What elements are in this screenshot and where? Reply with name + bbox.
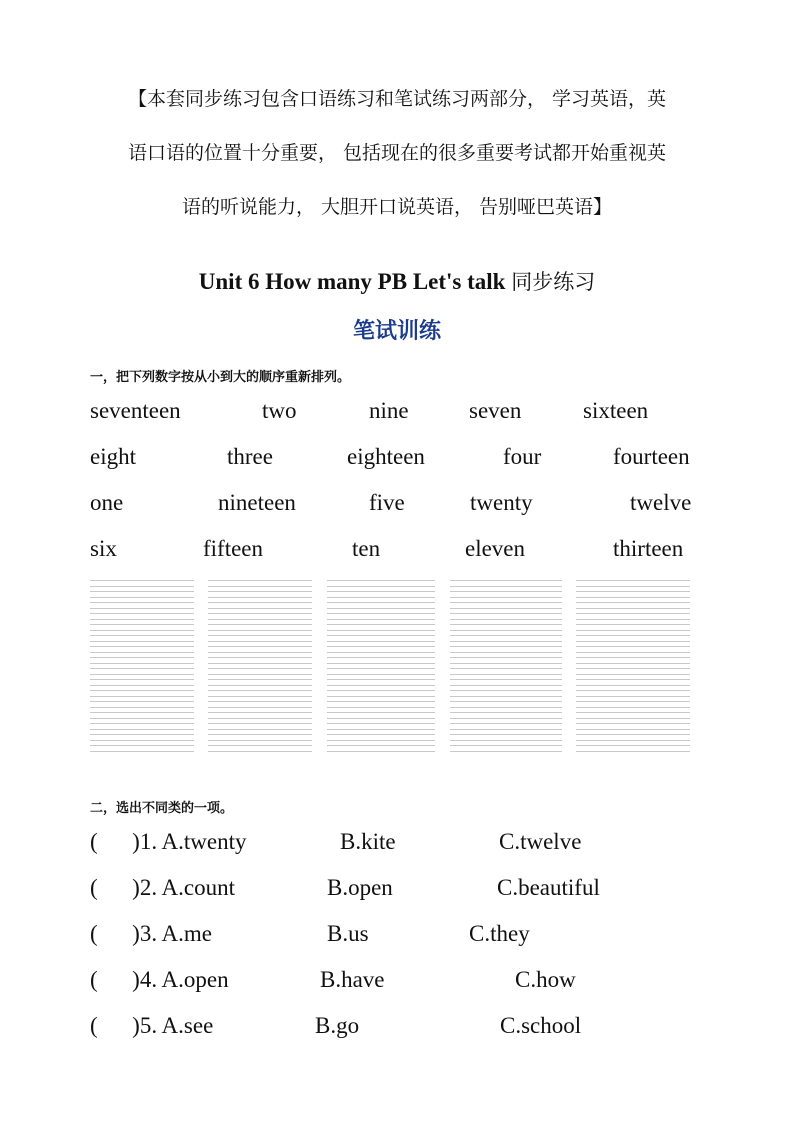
number-word: nineteen xyxy=(218,490,296,515)
number-word: nine xyxy=(369,398,409,423)
intro-line-1: 【本套同步练习包含口语练习和笔试练习两部分， 学习英语，英 xyxy=(127,88,667,110)
section-subtitle: 笔试训练 xyxy=(352,319,441,344)
question-option-a: ( )5. A.see xyxy=(90,1013,214,1038)
question-option-a: ( )3. A.me xyxy=(90,921,213,946)
number-word: six xyxy=(90,536,117,561)
writing-lines-block[interactable] xyxy=(450,580,562,756)
number-word: thirteen xyxy=(613,536,684,561)
number-word: one xyxy=(90,490,124,515)
section-2-heading: 二，选出不同类的一项。 xyxy=(90,801,234,816)
number-word: fourteen xyxy=(613,444,690,469)
question-option-c: C.how xyxy=(515,967,576,992)
question-option-b: B.go xyxy=(315,1013,360,1038)
number-word: eight xyxy=(90,444,136,469)
intro-line-2: 语口语的位置十分重要， 包括现在的很多重要考试都开始重视英 xyxy=(127,142,667,164)
number-word: seven xyxy=(469,398,522,423)
title-chinese: 同步练习 xyxy=(511,270,596,294)
question-option-b: B.us xyxy=(327,921,369,946)
question-option-c: C.beautiful xyxy=(497,875,600,900)
question-option-a: ( )1. A.twenty xyxy=(90,829,247,854)
question-option-a: ( )4. A.open xyxy=(90,967,229,992)
number-word: seventeen xyxy=(90,398,181,423)
number-word: sixteen xyxy=(583,398,649,423)
question-option-c: C.school xyxy=(500,1013,582,1038)
number-word: eighteen xyxy=(347,444,425,469)
writing-lines-block[interactable] xyxy=(327,580,435,756)
writing-lines-block[interactable] xyxy=(208,580,312,756)
number-word: ten xyxy=(352,536,381,561)
number-word: four xyxy=(503,444,542,469)
section-1-heading: 一，把下列数字按从小到大的顺序重新排列。 xyxy=(90,370,351,385)
writing-lines-block[interactable] xyxy=(90,580,194,756)
number-word: two xyxy=(262,398,297,423)
question-option-b: B.have xyxy=(320,967,385,992)
number-word: twelve xyxy=(630,490,692,515)
number-word: twenty xyxy=(470,490,533,515)
title-english: Unit 6 How many PB Let's talk xyxy=(198,269,506,294)
question-option-a: ( )2. A.count xyxy=(90,875,236,900)
question-option-c: C.they xyxy=(469,921,530,946)
number-word: fifteen xyxy=(203,536,264,561)
intro-line-3: 语的听说能力， 大胆开口说英语， 告别哑巴英语】 xyxy=(181,196,613,218)
page-title xyxy=(0,266,794,296)
number-word: eleven xyxy=(465,536,526,561)
question-option-b: B.kite xyxy=(340,829,396,854)
number-word: five xyxy=(369,490,405,515)
question-option-c: C.twelve xyxy=(499,829,582,854)
writing-lines-block[interactable] xyxy=(576,580,690,756)
number-word: three xyxy=(227,444,273,469)
question-option-b: B.open xyxy=(327,875,393,900)
